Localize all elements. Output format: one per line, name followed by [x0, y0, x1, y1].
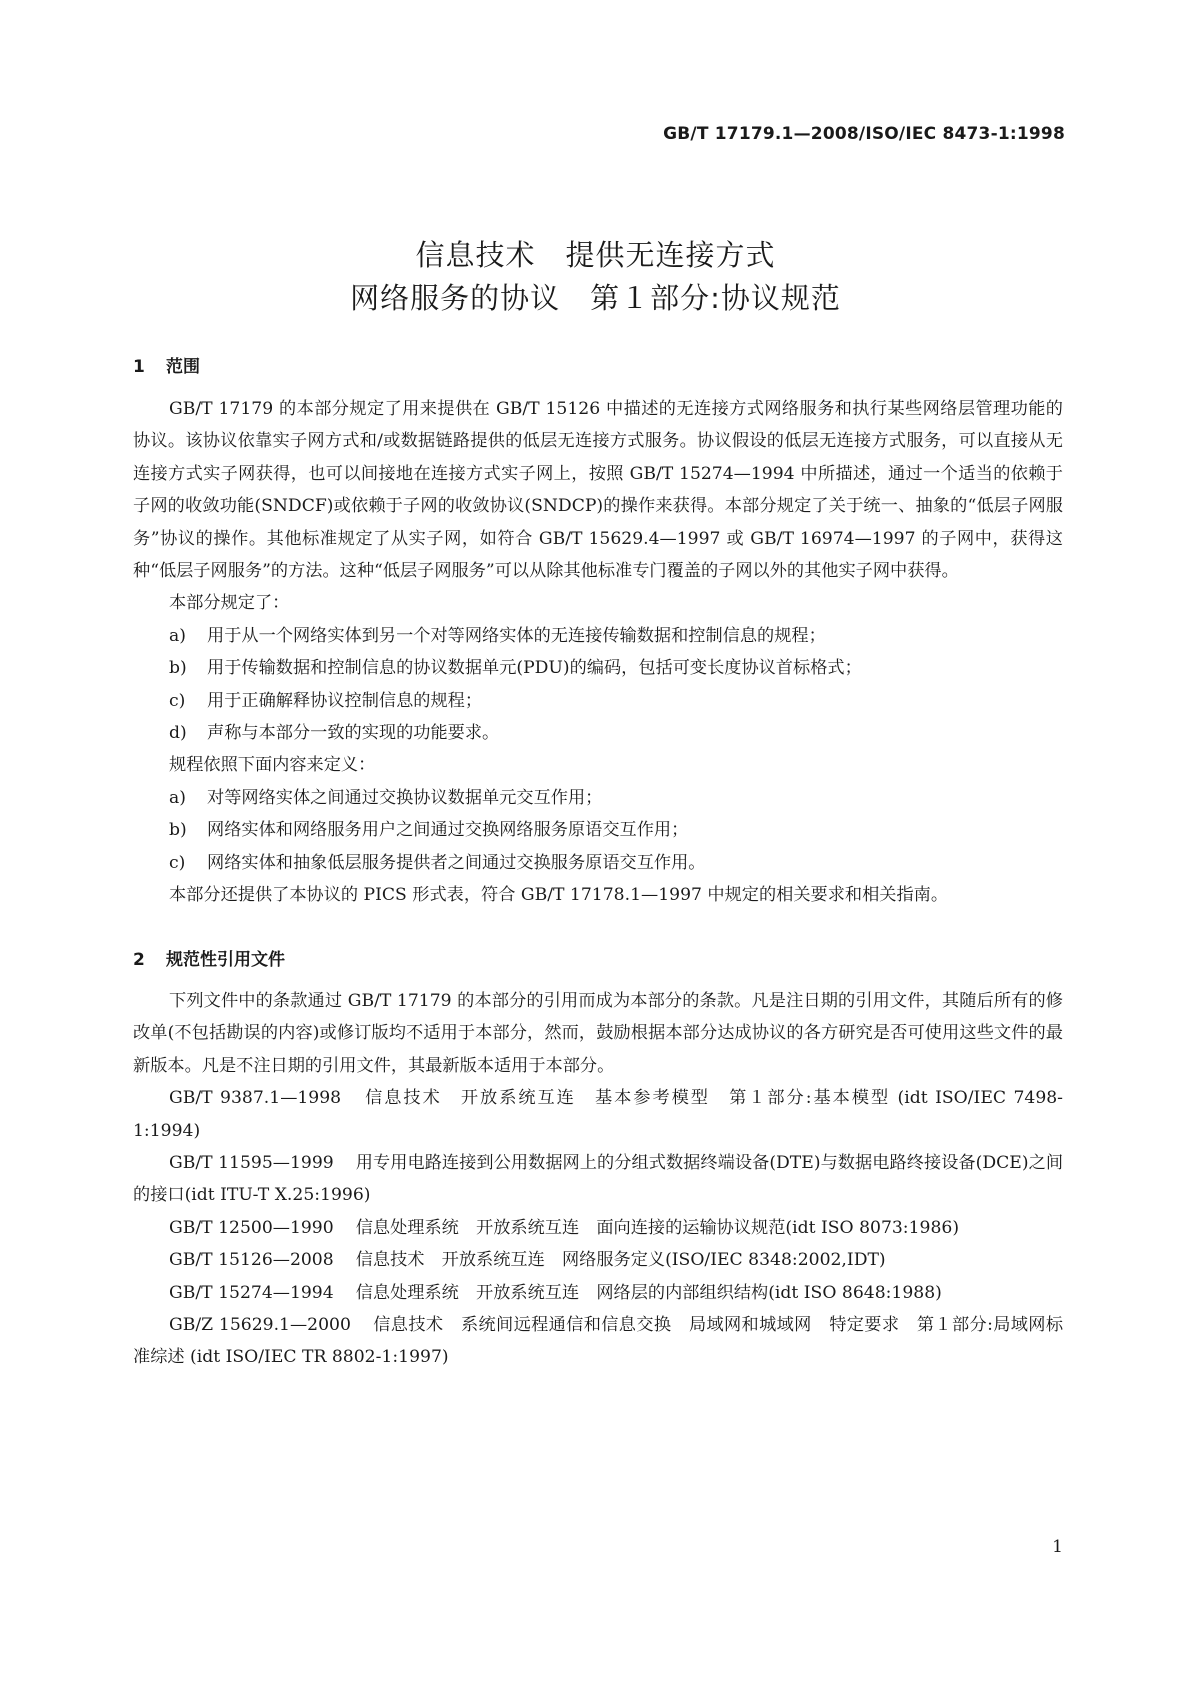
list-marker: c) — [169, 852, 186, 873]
defined-lead: 规程依照下面内容来定义： — [169, 755, 376, 776]
section-title: 规范性引用文件 — [166, 950, 285, 970]
list-item — [133, 717, 1063, 749]
list-marker: a) — [169, 787, 186, 808]
reference-title: 信息技术 系统间远程通信和信息交换 局域网和城域网 特定要求 第１部分:局域网标准综述 (idt ISO/IEC TR 8802-1:1997) — [133, 1315, 1064, 1368]
reference-id: GB/T 9387.1—1998 — [169, 1088, 342, 1109]
list-text: 声称与本部分一致的实现的功能要求。 — [207, 723, 500, 744]
reference-id: GB/Z 15629.1—2000 — [169, 1315, 351, 1336]
list-marker: b) — [169, 658, 187, 679]
section-2-heading — [133, 945, 285, 970]
reference-title: 信息处理系统 开放系统互连 网络层的内部组织结构(idt ISO 8648:1988) — [355, 1282, 942, 1303]
list-marker: a) — [169, 625, 186, 646]
list-text: 对等网络实体之间通过交换协议数据单元交互作用； — [207, 787, 603, 808]
standard-identifier: GB/T 17179.1—2008/ISO/IEC 8473-1:1998 — [663, 124, 1065, 144]
normative-references-intro: 下列文件中的条款通过 GB/T 17179 的本部分的引用而成为本部分的条款。凡是注日期的引用文件，其随后所有的修改单(不包括勘误的内容)或修订版均不适用于本部分，然而，鼓励根据本部分达成协议的各方研究是否可使用这些文件的最新版本。凡是不注日期的引用文件，其最新版本适用于本部分。 — [133, 991, 1063, 1076]
reference-entry — [133, 1082, 1063, 1147]
reference-title: 信息技术 开放系统互连 网络服务定义(ISO/IEC 8348:2002,IDT) — [355, 1250, 886, 1271]
document-title-line-1: 信息技术 提供无连接方式 — [415, 238, 776, 272]
reference-entry — [133, 1277, 1063, 1309]
reference-id: GB/T 11595—1999 — [169, 1153, 334, 1174]
section-number: 1 — [133, 357, 145, 377]
reference-id: GB/T 15274—1994 — [169, 1282, 334, 1303]
list-marker: b) — [169, 820, 187, 841]
list-item — [133, 685, 1063, 717]
list-text: 用于从一个网络实体到另一个对等网络实体的无连接传输数据和控制信息的规程； — [207, 625, 826, 646]
section-1-heading — [133, 352, 200, 377]
scope-paragraph: GB/T 17179 的本部分规定了用来提供在 GB/T 15126 中描述的无连接方式网络服务和执行某些网络层管理功能的协议。该协议依靠实子网方式和/或数据链路提供的低层无连接方式服务。协议假设的低层无连接方式服务，可以直接从无连接方式实子网获得，也可以间接地在连接方式实子网上，按照 GB/T 15274—1994 中所描述，通过一个适当的依赖于子网的收敛功能(SNDCF)或依赖于子网的收敛协议(SNDCP)的操作来获得。本部分规定了关于统一、抽象的“低层子网服务”协议的操作。其他标准规定了从实子网，如符合 GB/T 15629.4—1997 或 GB/T 16974—1997 的子网中，获得这种“低层子网服务”的方法。这种“低层子网服务”可以从除其他标准专门覆盖的子网以外的其他实子网中获得。 — [133, 399, 1063, 582]
section-title: 范围 — [166, 357, 200, 377]
list-text: 网络实体和抽象低层服务提供者之间通过交换服务原语交互作用。 — [207, 852, 706, 873]
pics-paragraph: 本部分还提供了本协议的 PICS 形式表，符合 GB/T 17178.1—1997 中规定的相关要求和相关指南。 — [169, 885, 949, 906]
list-marker: d) — [169, 723, 187, 744]
reference-title: 用专用电路连接到公用数据网上的分组式数据终端设备(DTE)与数据电路终接设备(DCE)之间的接口(idt ITU-T X.25:1996) — [133, 1153, 1064, 1206]
document-title-line-2: 网络服务的协议 第１部分:协议规范 — [350, 281, 841, 315]
reference-entry — [133, 1244, 1063, 1276]
list-marker: c) — [169, 690, 186, 711]
list-item — [133, 814, 1063, 846]
list-text: 网络实体和网络服务用户之间通过交换网络服务原语交互作用； — [207, 820, 689, 841]
list-item — [133, 652, 1063, 684]
list-item — [133, 620, 1063, 652]
page-number: 1 — [1052, 1537, 1063, 1557]
list-item — [133, 782, 1063, 814]
list-text: 用于传输数据和控制信息的协议数据单元(PDU)的编码，包括可变长度协议首标格式； — [207, 658, 862, 679]
reference-title: 信息技术 开放系统互连 基本参考模型 第１部分:基本模型 (idt ISO/IEC 7498-1:1994) — [133, 1088, 1063, 1141]
list-item — [133, 847, 1063, 879]
section-2-body — [133, 985, 1063, 1374]
reference-entry — [133, 1147, 1063, 1212]
list-text: 用于正确解释协议控制信息的规程； — [207, 690, 483, 711]
specifies-lead: 本部分规定了： — [169, 593, 290, 614]
section-1-body — [133, 393, 1063, 912]
section-number: 2 — [133, 950, 145, 970]
reference-id: GB/T 12500—1990 — [169, 1217, 334, 1238]
reference-entry — [133, 1309, 1063, 1374]
reference-id: GB/T 15126—2008 — [169, 1250, 334, 1271]
reference-title: 信息处理系统 开放系统互连 面向连接的运输协议规范(idt ISO 8073:1986) — [355, 1217, 960, 1238]
reference-entry — [133, 1212, 1063, 1244]
